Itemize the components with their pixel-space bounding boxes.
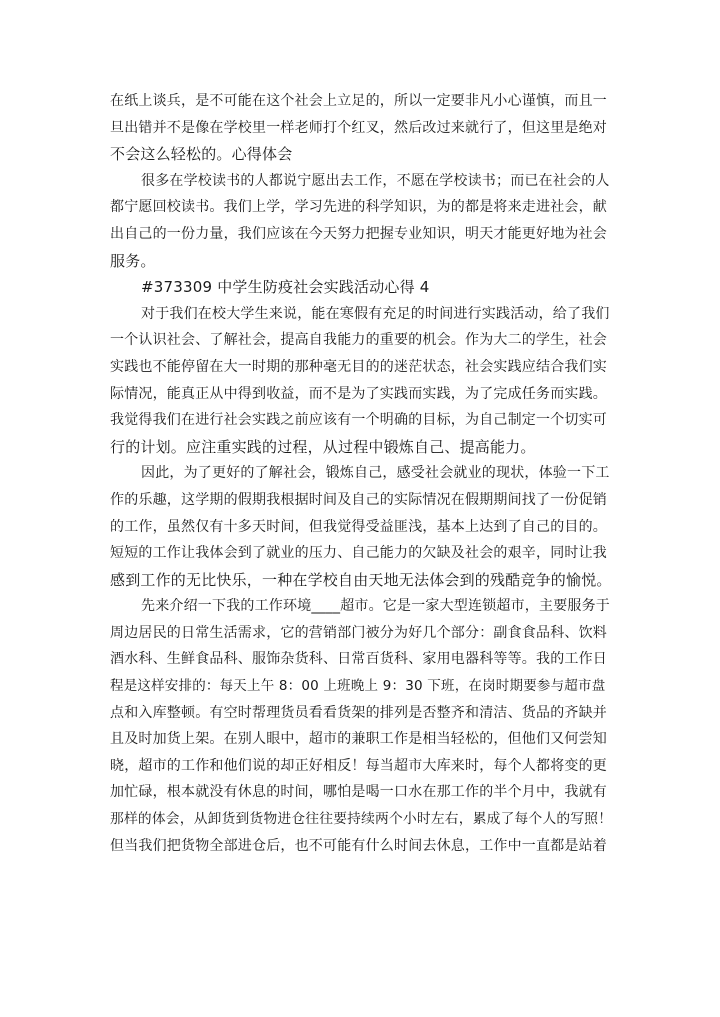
text-line: 际情况，能真正从中得到收益，而不是为了实践而实践，为了完成任务而实践。 [110,385,607,402]
text-line: 周边居民的日常生活需求，它的营销部门被分为好几个部分：副食食品科、饮料 [110,624,607,641]
text-line: 先来介绍一下我的工作环境____超市。它是一家大型连锁超市，主要服务于 [141,598,610,615]
text-line: 且及时加货上架。在别人眼中，超市的兼职工作是相当轻松的，但他们又何尝知 [110,731,607,748]
text-line: 出自己的一份力量，我们应该在今天努力把握专业知识，明天才能更好地为社会 [110,225,607,242]
text-line: 晓，超市的工作和他们说的却正好相反！每当超市大库来时，每个人都将变的更 [110,757,607,774]
body-text [110,88,613,859]
text-line: 点和入库整顿。有空时帮理货员看看货架的排列是否整齐和清洁、货品的齐缺并 [110,704,607,721]
text-line: 我觉得我们在进行社会实践之前应该有一个明确的目标，为自己制定一个切实可 [110,412,607,429]
text-line: 感到工作的无比快乐，一种在学校自由天地无法体会到的残酷竞争的愉悦。 [110,570,612,589]
text-line: 一个认识社会、了解社会，提高自我能力的重要的机会。作为大二的学生，社会 [110,332,607,349]
text-line: 的工作，虽然仅有十多天时间，但我觉得受益匪浅，基本上达到了自己的目的。 [110,518,607,535]
text-line: #373309 中学生防疫社会实践活动心得 4 [141,278,430,297]
text-line: 加忙碌，根本就没有休息的时间，哪怕是喝一口水在那工作的半个月中，我就有 [110,784,607,801]
text-line: 酒水科、生鲜食品科、服饰杂货科、日常百货科、家用电器科等等。我的工作日 [110,651,607,668]
text-line: 程是这样安排的：每天上午 8：00 上班晚上 9：30 下班，在岗时期要参与超市盘 [110,678,606,695]
text-line: 那样的体会，从卸货到货物进仓往往要持续两个小时左右，累成了每个人的写照！ [110,811,613,828]
text-line: 行的计划。应注重实践的过程，从过程中锻炼自己、提高能力。 [110,437,536,456]
text-line: 服务。 [110,251,156,270]
text-line: 但当我们把货物全部进仓后，也不可能有什么时间去休息，工作中一直都是站着 [110,837,607,854]
text-line: 旦出错并不是像在学校里一样老师打个红叉，然后改过来就行了，但这里是绝对 [110,119,607,136]
text-line: 对于我们在校大学生来说，能在寒假有充足的时间进行实践活动，给了我们 [141,305,610,322]
text-line: 短短的工作让我体会到了就业的压力、自己能力的欠缺及社会的艰辛，同时让我 [110,545,607,562]
text-line: 在纸上谈兵，是不可能在这个社会上立足的，所以一定要非凡小心谨慎，而且一 [110,93,607,109]
text-line: 很多在学校读书的人都说宁愿出去工作，不愿在学校读书；而已在社会的人 [141,172,610,189]
text-line: 因此，为了更好的了解社会，锻炼自己，感受社会就业的现状，体验一下工 [141,465,610,482]
text-line: 实践也不能停留在大一时期的那种毫无目的的迷茫状态，社会实践应结合我们实 [110,358,607,375]
text-line: 都宁愿回校读书。我们上学，学习先进的科学知识，为的都是将来走进社会，献 [110,199,607,216]
text-line: 不会这么轻松的。心得体会 [110,145,293,164]
text-line: 作的乐趣，这学期的假期我根据时间及自己的实际情况在假期期间找了一份促销 [110,491,607,508]
